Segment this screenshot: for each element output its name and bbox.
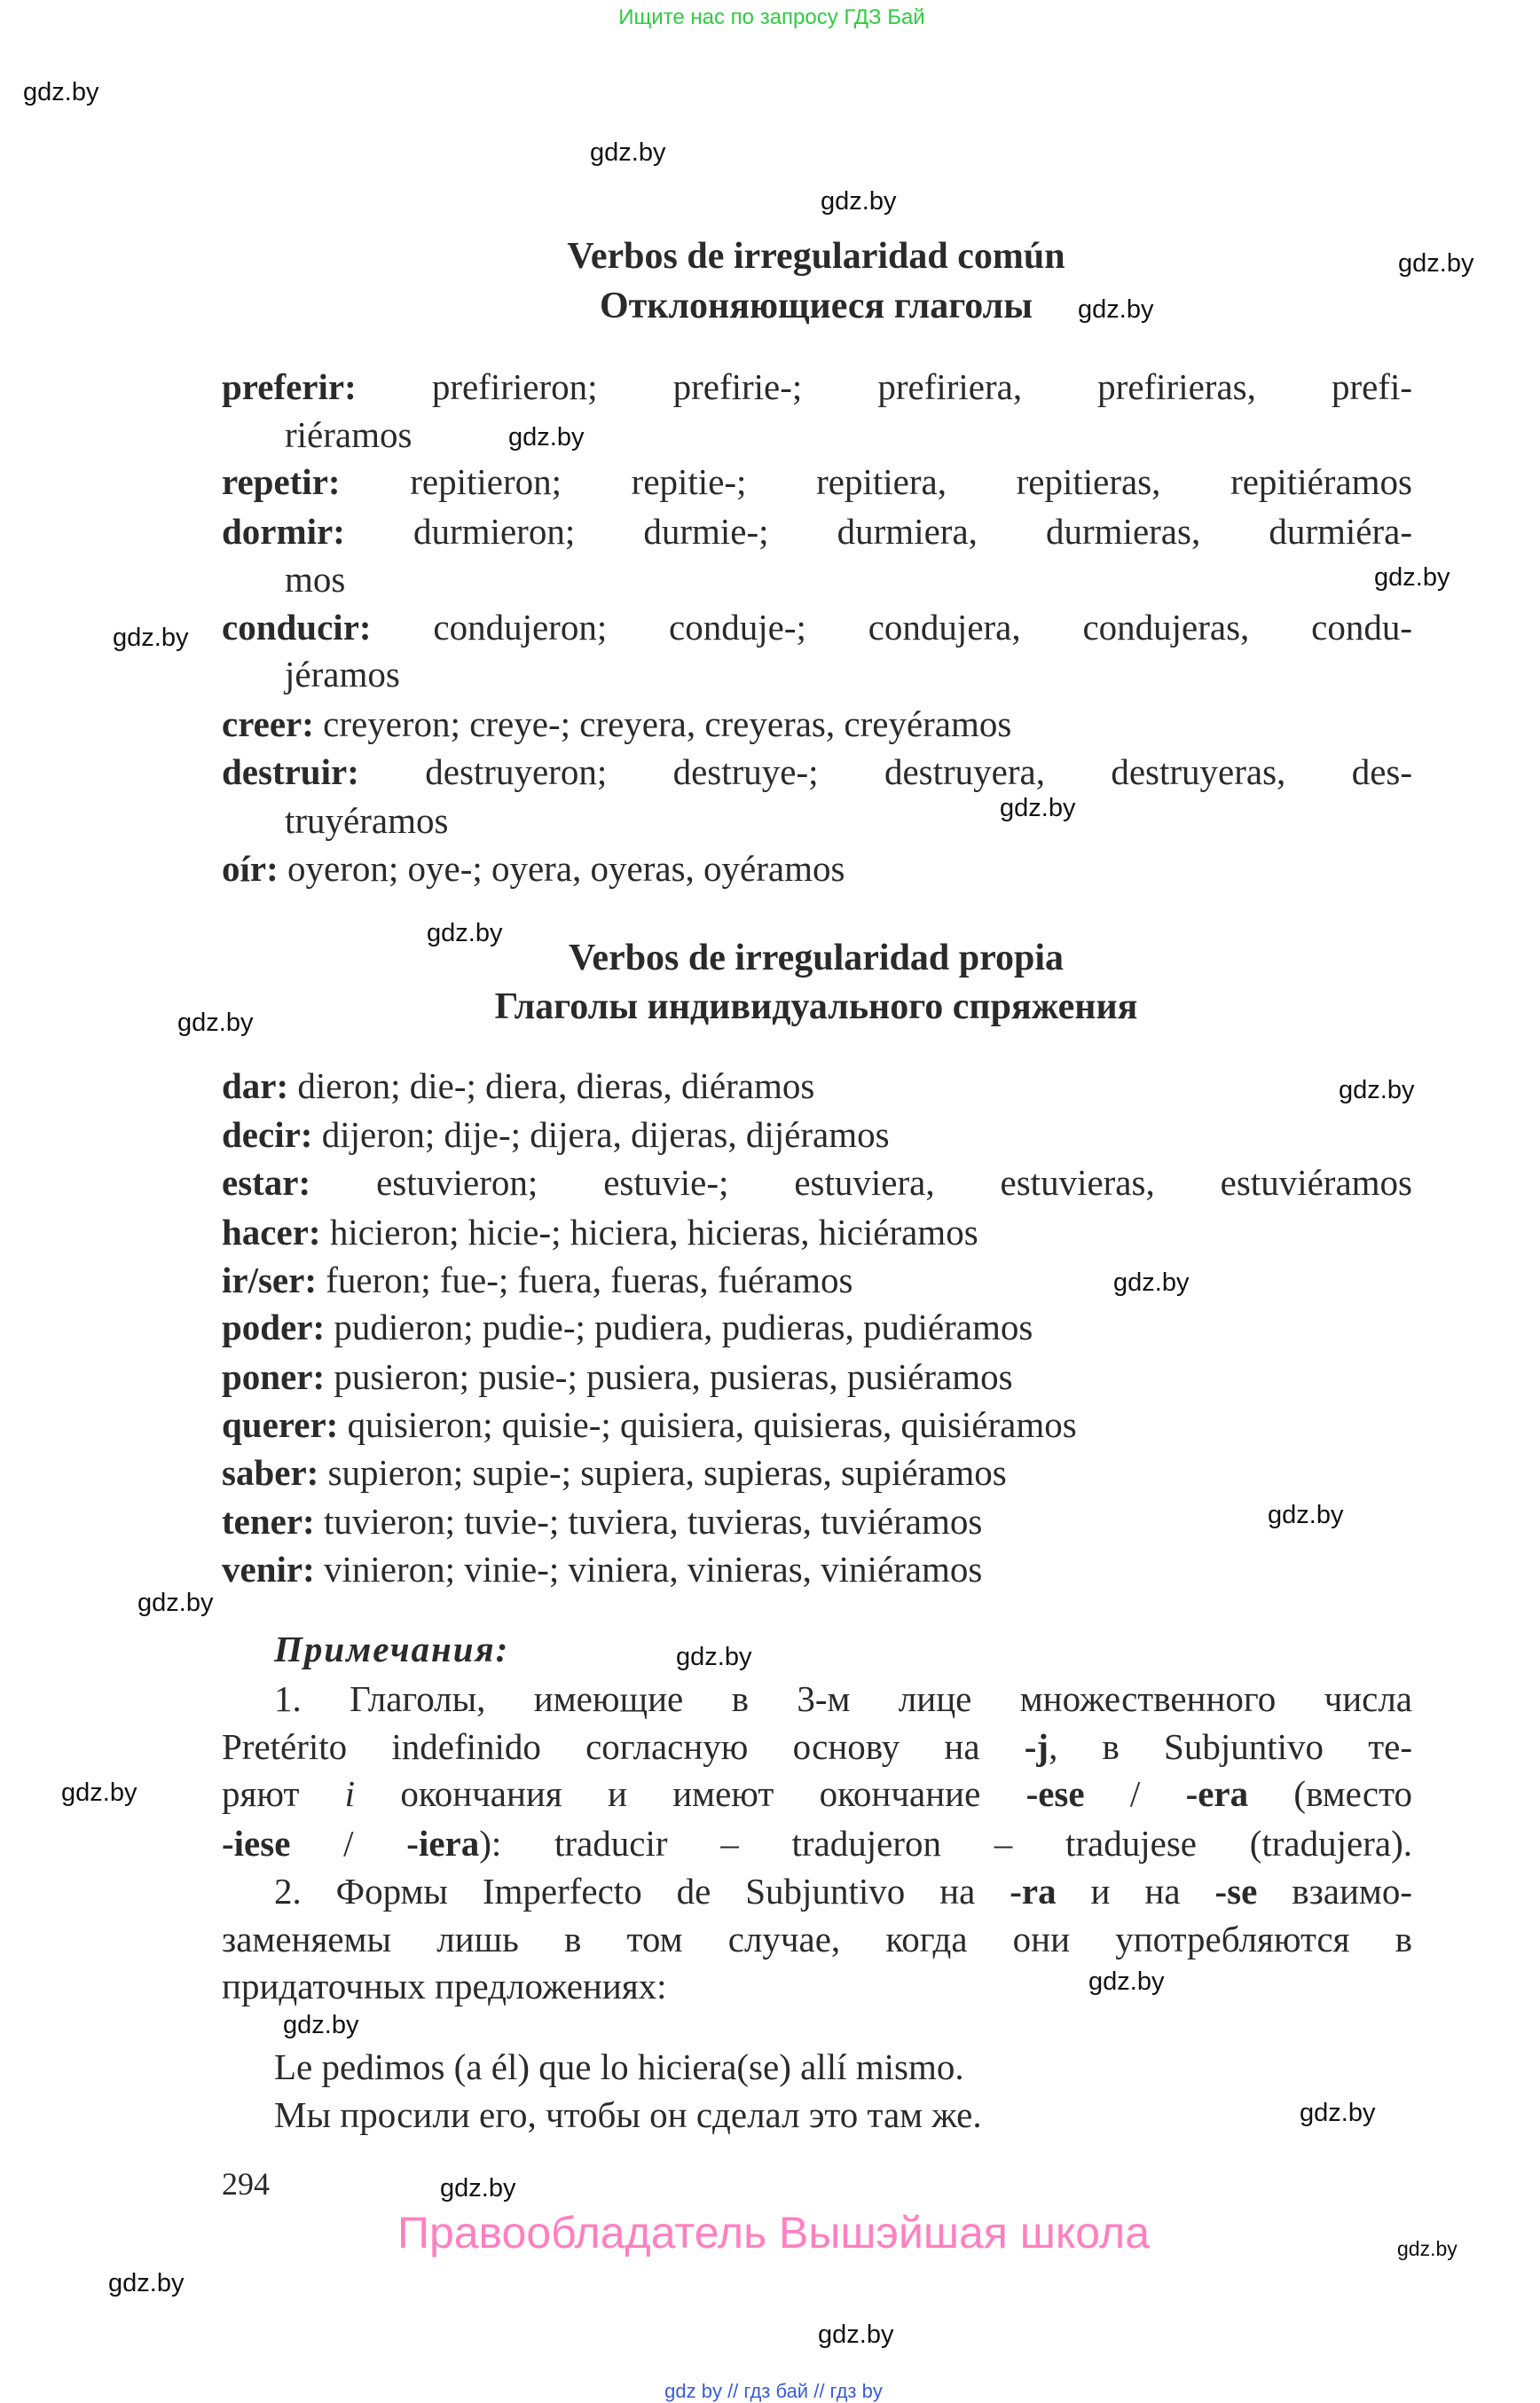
- watermark: gdz.by: [818, 2321, 894, 2349]
- text-line-n2: [222, 1723, 1412, 1771]
- text-segment: truyéramos: [285, 800, 449, 841]
- watermark: gdz.by: [1374, 563, 1450, 592]
- text-segment: взаимо-: [1257, 1871, 1413, 1912]
- watermark: gdz.by: [138, 1589, 214, 1617]
- watermark: gdz.by: [108, 2269, 185, 2297]
- text-segment: supieron; supie-; supiera, supieras, supiéramos: [327, 1452, 1007, 1493]
- text-line-n5: [274, 1867, 1412, 1915]
- bold-term: destruir:: [222, 751, 426, 792]
- text-segment: ): traducir – tradujeron – tradujese (tradujera).: [479, 1823, 1412, 1864]
- copyright-notice: Правообладатель Вышэйшая школа: [397, 2208, 1150, 2258]
- text-segment: , в Subjuntivo те-: [1049, 1726, 1412, 1767]
- text-segment: riéramos: [285, 414, 412, 455]
- text-line-l3: [222, 458, 1412, 506]
- text-segment: creyeron; creye-; creyera, creyeras, creyéramos: [323, 703, 1012, 744]
- bold-term: -iese: [222, 1823, 291, 1864]
- text-segment: destruyeron; destruye-; destruyera, destruyeras, des-: [425, 751, 1413, 792]
- bold-term: ir/ser:: [222, 1260, 326, 1300]
- text-line-l1: [222, 363, 1412, 411]
- text-line-n8: [274, 2043, 964, 2091]
- watermark: gdz.by: [1300, 2099, 1376, 2127]
- watermark: gdz.by: [1397, 2237, 1458, 2260]
- text-segment: fueron; fue-; fuera, fueras, fuéramos: [326, 1260, 853, 1300]
- text-line-m4: [222, 1208, 978, 1256]
- text-line-l9: [222, 748, 1412, 796]
- text-segment: durmieron; durmie-; durmiera, durmieras, durmiéra-: [413, 511, 1412, 552]
- text-segment: oyeron; oye-; oyera, oyeras, oyéramos: [287, 848, 845, 889]
- bold-term: dar:: [222, 1065, 298, 1106]
- text-line-l6: [222, 603, 1412, 651]
- bold-term: -se: [1214, 1871, 1258, 1912]
- section2-title-ru: Глаголы индивидуального спряжения: [494, 986, 1138, 1027]
- text-segment: окончания и имеют окончание: [355, 1773, 1026, 1814]
- text-segment: tuvieron; tuvie-; tuviera, tuvieras, tuviéramos: [323, 1501, 983, 1542]
- section1-title-es: Verbos de irregularidad común: [567, 236, 1065, 277]
- text-segment: /: [290, 1823, 407, 1864]
- bold-term: -ra: [1010, 1871, 1057, 1912]
- watermark: gdz.by: [590, 138, 666, 167]
- bold-term: repetir:: [222, 461, 411, 502]
- watermark: gdz.by: [508, 423, 585, 452]
- text-segment: 2. Формы Imperfecto de Subjuntivo на: [274, 1871, 1010, 1912]
- watermark: gdz.by: [283, 2011, 359, 2039]
- text-line-l10: [285, 797, 448, 844]
- footer-links[interactable]: gdz by // гдз бай // гдз by: [664, 2380, 883, 2402]
- text-line-m8: [222, 1401, 1077, 1449]
- watermark: gdz.by: [1088, 1967, 1165, 1996]
- text-segment: придаточных предложениях:: [222, 1966, 667, 2006]
- text-segment: /: [1084, 1773, 1186, 1814]
- text-segment: condujeron; conduje-; condujera, condujeras, condu-: [433, 607, 1412, 648]
- text-segment: dieron; die-; diera, dieras, diéramos: [297, 1065, 815, 1106]
- text-line-m2: [222, 1111, 890, 1158]
- bold-term: tener:: [222, 1501, 324, 1542]
- bold-term: poner:: [222, 1356, 334, 1397]
- text-line-n3: [222, 1770, 1412, 1818]
- text-segment: jéramos: [285, 654, 400, 695]
- page-number: 294: [222, 2166, 270, 2202]
- text-line-n1: [274, 1675, 1412, 1723]
- text-segment: Примечания:: [274, 1629, 510, 1669]
- text-segment: prefirieron; prefirie-; prefiriera, prefirieras, prefi-: [431, 366, 1412, 407]
- bold-term: -ese: [1025, 1773, 1085, 1814]
- watermark: gdz.by: [1113, 1268, 1190, 1297]
- bold-term: hacer:: [222, 1212, 330, 1253]
- bold-term: creer:: [222, 703, 324, 744]
- bold-term: conducir:: [222, 607, 434, 648]
- bold-term: poder:: [222, 1307, 334, 1347]
- watermark: gdz.by: [23, 78, 99, 106]
- text-segment: pudieron; pudie-; pudiera, pudieras, pudiéramos: [334, 1307, 1033, 1347]
- watermark: gdz.by: [1398, 249, 1474, 278]
- watermark: gdz.by: [427, 919, 503, 947]
- watermark: gdz.by: [821, 187, 897, 216]
- text-segment: Le pedimos (a él) que lo hiciera(se) allí mismo.: [274, 2046, 964, 2087]
- text-line-m1: [222, 1062, 814, 1110]
- text-line-n9: [274, 2091, 982, 2139]
- bold-term: querer:: [222, 1404, 348, 1445]
- text-line-n4: [222, 1819, 1412, 1867]
- text-segment: i: [344, 1773, 356, 1814]
- text-line-l8: [222, 700, 1011, 748]
- watermark: gdz.by: [177, 1009, 254, 1037]
- text-line-n7: [222, 1962, 667, 2010]
- watermark: gdz.by: [113, 624, 189, 652]
- text-segment: Pretérito indefinido согласную основу на: [222, 1726, 1025, 1767]
- bold-term: saber:: [222, 1452, 328, 1493]
- section2-title-es: Verbos de irregularidad propia: [568, 938, 1065, 978]
- bold-term: estar:: [222, 1162, 377, 1203]
- text-line-m3: [222, 1158, 1412, 1206]
- text-line-l5: [285, 555, 345, 603]
- text-line-m9: [222, 1449, 1007, 1496]
- bold-term: preferir:: [222, 366, 432, 407]
- watermark: gdz.by: [1078, 295, 1154, 324]
- text-line-l7: [285, 650, 400, 698]
- text-segment: hicieron; hicie-; hiciera, hicieras, hiciéramos: [329, 1212, 978, 1253]
- bold-term: venir:: [222, 1549, 324, 1590]
- watermark: gdz.by: [1000, 794, 1076, 822]
- section1-title-ru: Отклоняющиеся глаголы: [599, 286, 1033, 326]
- bold-term: dormir:: [222, 511, 414, 552]
- text-segment: repitieron; repitie-; repitiera, repitieras, repitiéramos: [410, 461, 1412, 502]
- text-segment: mos: [285, 559, 346, 600]
- text-segment: (вместо: [1248, 1773, 1412, 1814]
- text-line-m7: [222, 1353, 1013, 1401]
- text-line-l11: [222, 844, 845, 892]
- bold-term: -era: [1185, 1773, 1249, 1814]
- text-segment: и на: [1056, 1871, 1215, 1912]
- text-line-m10: [222, 1497, 982, 1545]
- text-segment: заменяемы лишь в том случае, когда они употребляются в: [222, 1919, 1412, 1959]
- text-segment: dijeron; dije-; dijera, dijeras, dijéramos: [321, 1114, 890, 1155]
- watermark: gdz.by: [1339, 1076, 1415, 1104]
- text-line-n0: [274, 1625, 509, 1673]
- text-segment: Мы просили его, чтобы он сделал это там же.: [274, 2094, 982, 2135]
- text-line-l4: [222, 507, 1412, 555]
- watermark: gdz.by: [61, 1779, 138, 1807]
- text-line-n6: [222, 1915, 1412, 1963]
- text-line-m5: [222, 1256, 852, 1304]
- top-banner: Ищите нас по запросу ГДЗ Бай: [618, 5, 925, 29]
- bold-term: decir:: [222, 1114, 322, 1155]
- watermark: gdz.by: [1268, 1501, 1344, 1529]
- text-line-m11: [222, 1545, 982, 1593]
- text-segment: estuvieron; estuvie-; estuviera, estuvieras, estuviéramos: [376, 1162, 1412, 1203]
- text-line-m6: [222, 1303, 1033, 1351]
- text-line-l2: [285, 411, 412, 459]
- text-segment: vinieron; vinie-; viniera, vinieras, viniéramos: [324, 1549, 983, 1590]
- watermark: gdz.by: [676, 1643, 752, 1671]
- bold-term: -j: [1024, 1726, 1049, 1767]
- bold-term: oír:: [222, 848, 287, 889]
- text-segment: pusieron; pusie-; pusiera, pusieras, pusiéramos: [334, 1356, 1013, 1397]
- text-segment: ряют: [222, 1773, 345, 1814]
- text-segment: quisieron; quisie-; quisiera, quisieras, quisiéramos: [347, 1404, 1077, 1445]
- text-segment: 1. Глаголы, имеющие в 3-м лице множественного числа: [274, 1678, 1412, 1719]
- bold-term: -iera: [406, 1823, 480, 1864]
- watermark: gdz.by: [440, 2174, 516, 2203]
